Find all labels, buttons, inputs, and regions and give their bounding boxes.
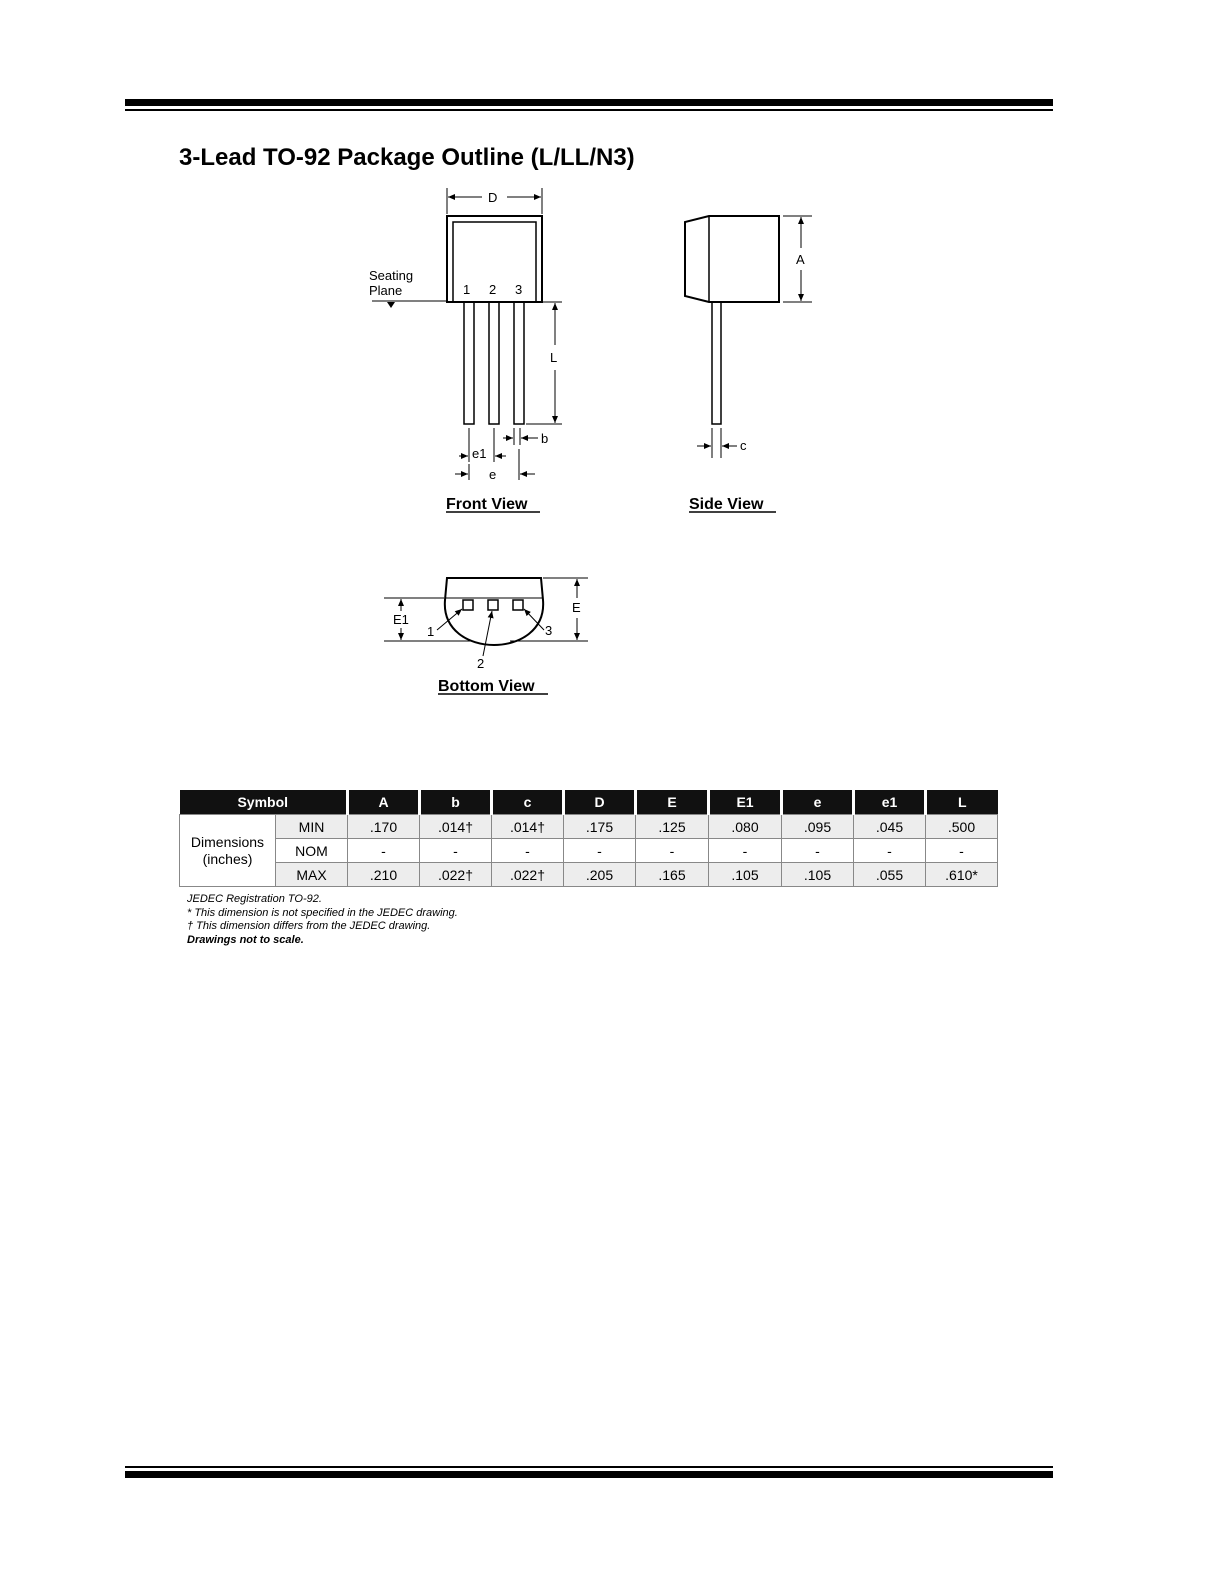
table-cell: .610*: [926, 863, 998, 887]
dim-label-D: D: [488, 190, 498, 205]
note-not-specified: * This dimension is not specified in the JEDEC drawing.: [187, 906, 458, 919]
table-row: [180, 863, 998, 887]
table-cell: -: [782, 839, 854, 863]
row-group-label-line2: (inches): [202, 850, 253, 867]
dim-label-A: A: [796, 252, 805, 267]
side-view: [685, 216, 812, 513]
table-cell: .022†: [492, 863, 564, 887]
column-header: D: [564, 790, 636, 815]
column-header: e1: [854, 790, 926, 815]
side-view-label: Side View: [689, 496, 764, 513]
bottom-pin-label-2: 2: [477, 656, 485, 671]
table-cell: -: [492, 839, 564, 863]
table-cell: .095: [782, 815, 854, 839]
pin-label-2: 2: [489, 282, 497, 297]
lead-2: [489, 302, 499, 424]
table-cell: .170: [348, 815, 420, 839]
column-header: E: [636, 790, 709, 815]
pin-label-3: 3: [515, 282, 523, 297]
seating-plane-label-line2: Plane: [369, 283, 403, 298]
seating-plane-label-line1: Seating: [369, 268, 414, 283]
table-cell: -: [709, 839, 782, 863]
note-differs: † This dimension differs from the JEDEC drawing.: [187, 920, 431, 932]
page-title: 3-Lead TO-92 Package Outline (L/LL/N3): [179, 144, 635, 171]
table-row: [180, 839, 998, 863]
row-label: MIN: [276, 815, 348, 839]
table-cell: .500: [926, 815, 998, 839]
table-cell: -: [348, 839, 420, 863]
side-body: [685, 216, 779, 302]
table-header-row: [180, 790, 998, 815]
column-header: c: [492, 790, 564, 815]
bottom-lead-1: [463, 600, 473, 610]
table-cell: -: [564, 839, 636, 863]
table-cell: -: [854, 839, 926, 863]
table-row: [180, 815, 998, 839]
dimensions-table: [179, 790, 998, 887]
column-header: E1: [709, 790, 782, 815]
table-cell: .014†: [492, 815, 564, 839]
dim-label-c: c: [740, 438, 747, 453]
lead-1: [464, 302, 474, 424]
table-cell: .080: [709, 815, 782, 839]
dim-label-E1: E1: [393, 612, 409, 627]
column-header: A: [348, 790, 420, 815]
dim-label-b: b: [541, 431, 549, 446]
bottom-lead-3: [513, 600, 523, 610]
seating-plane-marker: [387, 302, 395, 308]
bottom-view-label: Bottom View: [438, 678, 535, 695]
symbol-header: Symbol: [180, 790, 348, 815]
note-jedec-registration: JEDEC Registration TO-92.: [187, 893, 322, 905]
row-group-label-line1: Dimensions: [190, 833, 265, 850]
row-label: MAX: [276, 863, 348, 887]
bottom-lead-2: [488, 600, 498, 610]
table-cell: .045: [854, 815, 926, 839]
dim-label-e: e: [489, 467, 497, 482]
table-cell: .210: [348, 863, 420, 887]
table-cell: .175: [564, 815, 636, 839]
table-cell: -: [420, 839, 492, 863]
pin-label-1: 1: [463, 282, 471, 297]
bottom-pin-label-1: 1: [427, 624, 435, 639]
dimensions-row-group-label: [180, 815, 276, 887]
table-cell: .105: [709, 863, 782, 887]
front-view: [369, 188, 562, 513]
dim-label-E: E: [572, 600, 581, 615]
column-header: L: [926, 790, 998, 815]
front-view-label: Front View: [446, 496, 528, 513]
row-label: NOM: [276, 839, 348, 863]
table-cell: .055: [854, 863, 926, 887]
lead-3: [514, 302, 524, 424]
bottom-pin-label-3: 3: [545, 623, 553, 638]
table-cell: .014†: [420, 815, 492, 839]
table-cell: .205: [564, 863, 636, 887]
table-cell: -: [636, 839, 709, 863]
table-notes: [187, 893, 458, 947]
table-cell: .165: [636, 863, 709, 887]
side-lead: [712, 302, 721, 424]
table-cell: .105: [782, 863, 854, 887]
dim-label-e1: e1: [472, 446, 487, 461]
note-not-to-scale: Drawings not to scale.: [187, 933, 304, 946]
bottom-view: [384, 578, 588, 695]
table-cell: -: [926, 839, 998, 863]
table-cell: .125: [636, 815, 709, 839]
column-header: b: [420, 790, 492, 815]
dim-label-L: L: [550, 350, 558, 365]
column-header: e: [782, 790, 854, 815]
table-cell: .022†: [420, 863, 492, 887]
